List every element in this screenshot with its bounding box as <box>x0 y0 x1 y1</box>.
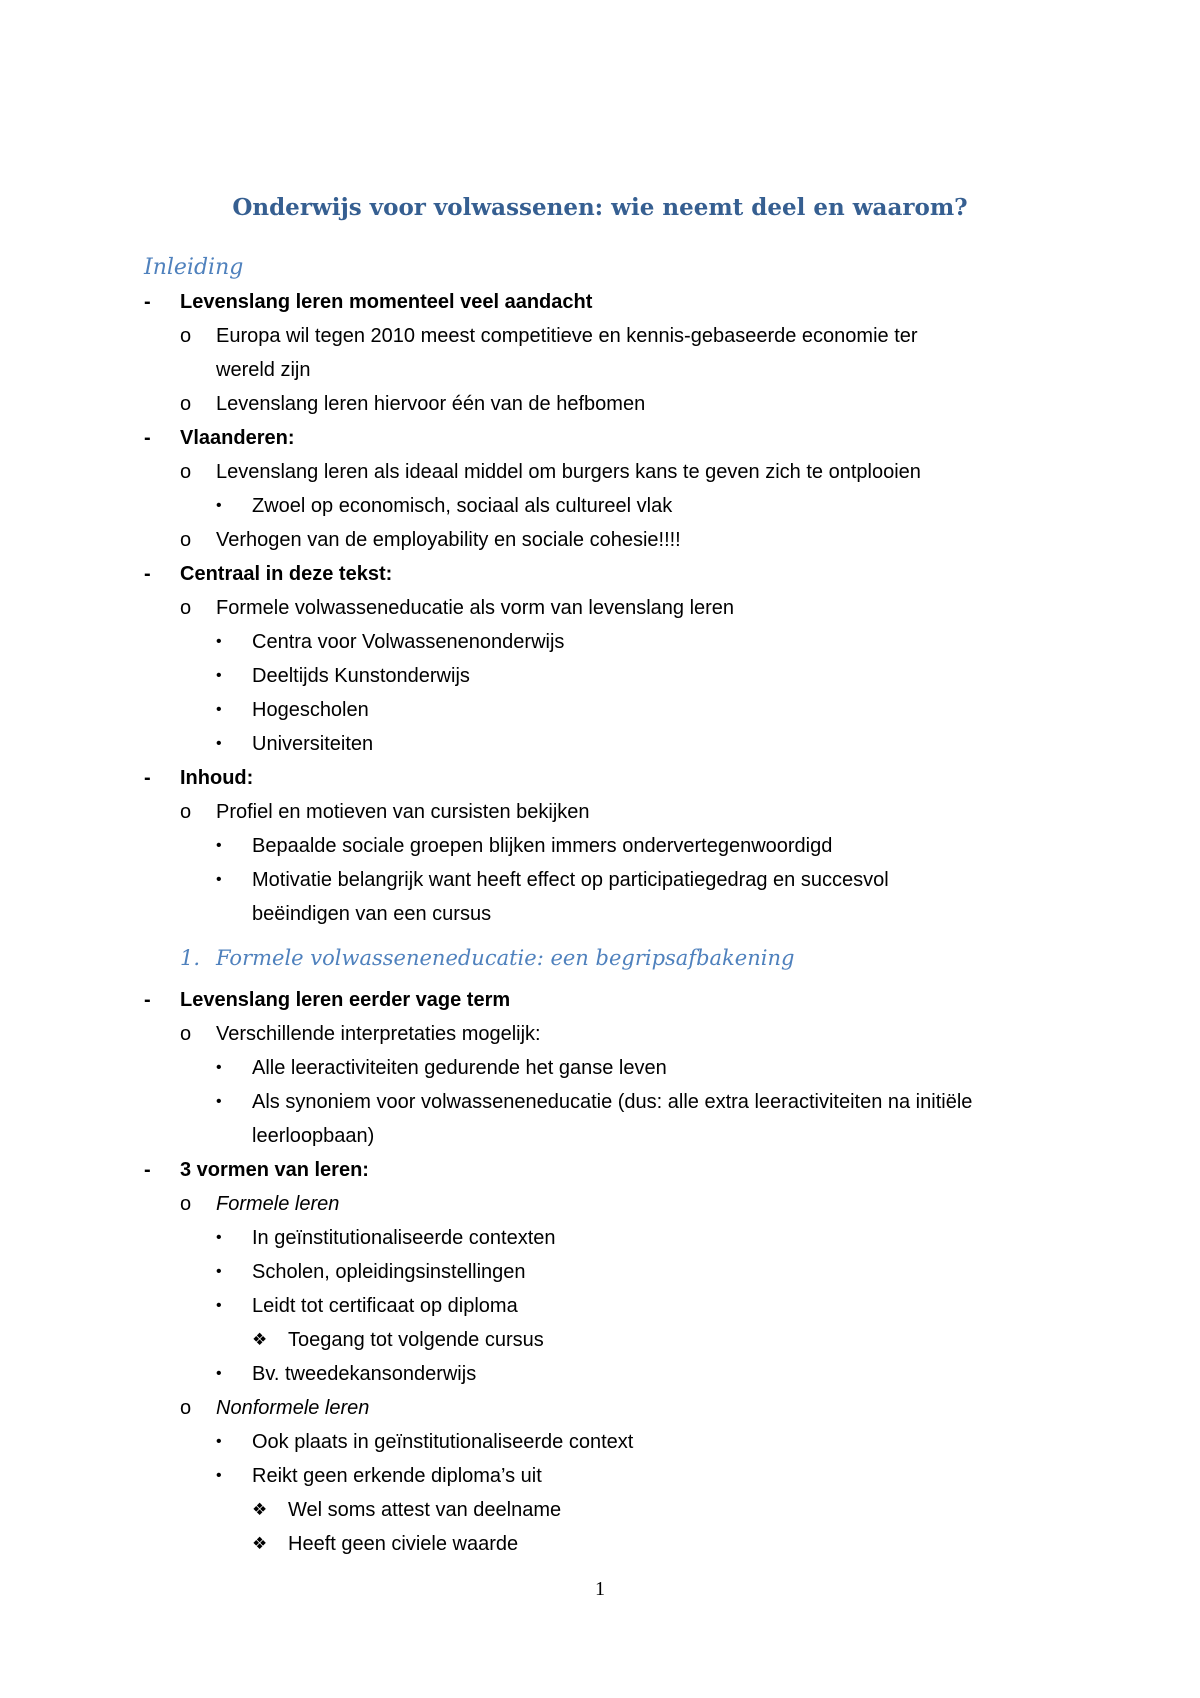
list-item: • Bepaalde sociale groepen blijken immers ondervertegenwoordigd <box>252 829 832 863</box>
heading-inleiding: Inleiding <box>144 255 244 280</box>
list-item: - Inhoud: <box>180 761 253 795</box>
list-item: • Leidt tot certificaat op diploma <box>252 1289 518 1323</box>
circle-marker: o <box>180 597 192 619</box>
diamond-marker: ❖ <box>252 1534 268 1553</box>
bullet-marker: • <box>216 1229 222 1246</box>
bullet-marker: • <box>216 1467 222 1484</box>
list-item: • Als synoniem voor volwasseneneducatie (dus: alle extra leeractiviteiten na initiële <box>252 1085 972 1119</box>
circle-marker: o <box>180 393 192 415</box>
circle-marker: o <box>180 1023 192 1045</box>
bullet-marker: • <box>216 1433 222 1450</box>
list-item: • Hogescholen <box>252 693 369 727</box>
list-item: • In geïnstitutionaliseerde contexten <box>252 1221 556 1255</box>
list-item: - Levenslang leren momenteel veel aandacht <box>180 285 592 319</box>
circle-marker: o <box>180 461 192 483</box>
bullet-marker: • <box>216 735 222 752</box>
list-item: ❖ Heeft geen civiele waarde <box>288 1527 518 1561</box>
list-item-continuation: leerloopbaan) <box>252 1125 375 1147</box>
list-item: o Levenslang leren hiervoor één van de hefbomen <box>216 387 645 421</box>
section-number: 1. <box>180 946 201 970</box>
list-item: • Deeltijds Kunstonderwijs <box>252 659 470 693</box>
bullet-marker: • <box>216 837 222 854</box>
list-item: o Verschillende interpretaties mogelijk: <box>216 1017 541 1051</box>
list-item: - Levenslang leren eerder vage term <box>180 983 510 1017</box>
list-item-continuation: wereld zijn <box>216 359 311 381</box>
list-item: ❖ Toegang tot volgende cursus <box>288 1323 544 1357</box>
bullet-marker: • <box>216 633 222 650</box>
document-title: Onderwijs voor volwassenen: wie neemt deel en waarom? <box>232 194 968 221</box>
list-item: - Centraal in deze tekst: <box>180 557 392 591</box>
bullet-marker: • <box>216 701 222 718</box>
bullet-marker: • <box>216 667 222 684</box>
bullet-marker: • <box>216 1297 222 1314</box>
bullet-marker: • <box>216 1093 222 1110</box>
dash-marker: - <box>144 427 151 449</box>
list-item: • Reikt geen erkende diploma’s uit <box>252 1459 542 1493</box>
circle-marker: o <box>180 529 192 551</box>
circle-marker: o <box>180 801 192 823</box>
list-item: ❖ Wel soms attest van deelname <box>288 1493 561 1527</box>
dash-marker: - <box>144 291 151 313</box>
bullet-marker: • <box>216 1365 222 1382</box>
list-item: o Formele volwasseneducatie als vorm van levenslang leren <box>216 591 734 625</box>
list-item: • Alle leeractiviteiten gedurende het ganse leven <box>252 1051 667 1085</box>
circle-marker: o <box>180 325 192 347</box>
list-item: o Formele leren <box>216 1187 339 1221</box>
diamond-marker: ❖ <box>252 1500 268 1519</box>
bullet-marker: • <box>216 497 222 514</box>
section-title: Formele volwasseneneducatie: een begripsafbakening <box>216 946 795 970</box>
list-item: • Centra voor Volwassenenonderwijs <box>252 625 564 659</box>
bullet-marker: • <box>216 871 222 888</box>
bullet-marker: • <box>216 1059 222 1076</box>
list-item: o Levenslang leren als ideaal middel om burgers kans te geven zich te ontplooien <box>216 455 921 489</box>
list-item: • Zwoel op economisch, sociaal als cultureel vlak <box>252 489 672 523</box>
list-item: o Nonformele leren <box>216 1391 369 1425</box>
list-item: - 3 vormen van leren: <box>180 1153 369 1187</box>
dash-marker: - <box>144 1159 151 1181</box>
page-number: 1 <box>595 1578 605 1600</box>
dash-marker: - <box>144 563 151 585</box>
list-item: • Bv. tweedekansonderwijs <box>252 1357 476 1391</box>
bullet-marker: • <box>216 1263 222 1280</box>
list-item: o Verhogen van de employability en sociale cohesie!!!! <box>216 523 681 557</box>
heading-section-1 <box>180 943 794 973</box>
list-item: • Scholen, opleidingsinstellingen <box>252 1255 526 1289</box>
circle-marker: o <box>180 1397 192 1419</box>
list-item: • Motivatie belangrijk want heeft effect op participatiegedrag en succesvol <box>252 863 889 897</box>
list-item: o Profiel en motieven van cursisten bekijken <box>216 795 590 829</box>
list-item-continuation: beëindigen van een cursus <box>252 903 492 925</box>
diamond-marker: ❖ <box>252 1330 268 1349</box>
dash-marker: - <box>144 989 151 1011</box>
dash-marker: - <box>144 767 151 789</box>
circle-marker: o <box>180 1193 192 1215</box>
list-item: o Europa wil tegen 2010 meest competitieve en kennis-gebaseerde economie ter <box>216 319 918 353</box>
list-item: • Universiteiten <box>252 727 373 761</box>
list-item: - Vlaanderen: <box>180 421 294 455</box>
list-item: • Ook plaats in geïnstitutionaliseerde context <box>252 1425 633 1459</box>
